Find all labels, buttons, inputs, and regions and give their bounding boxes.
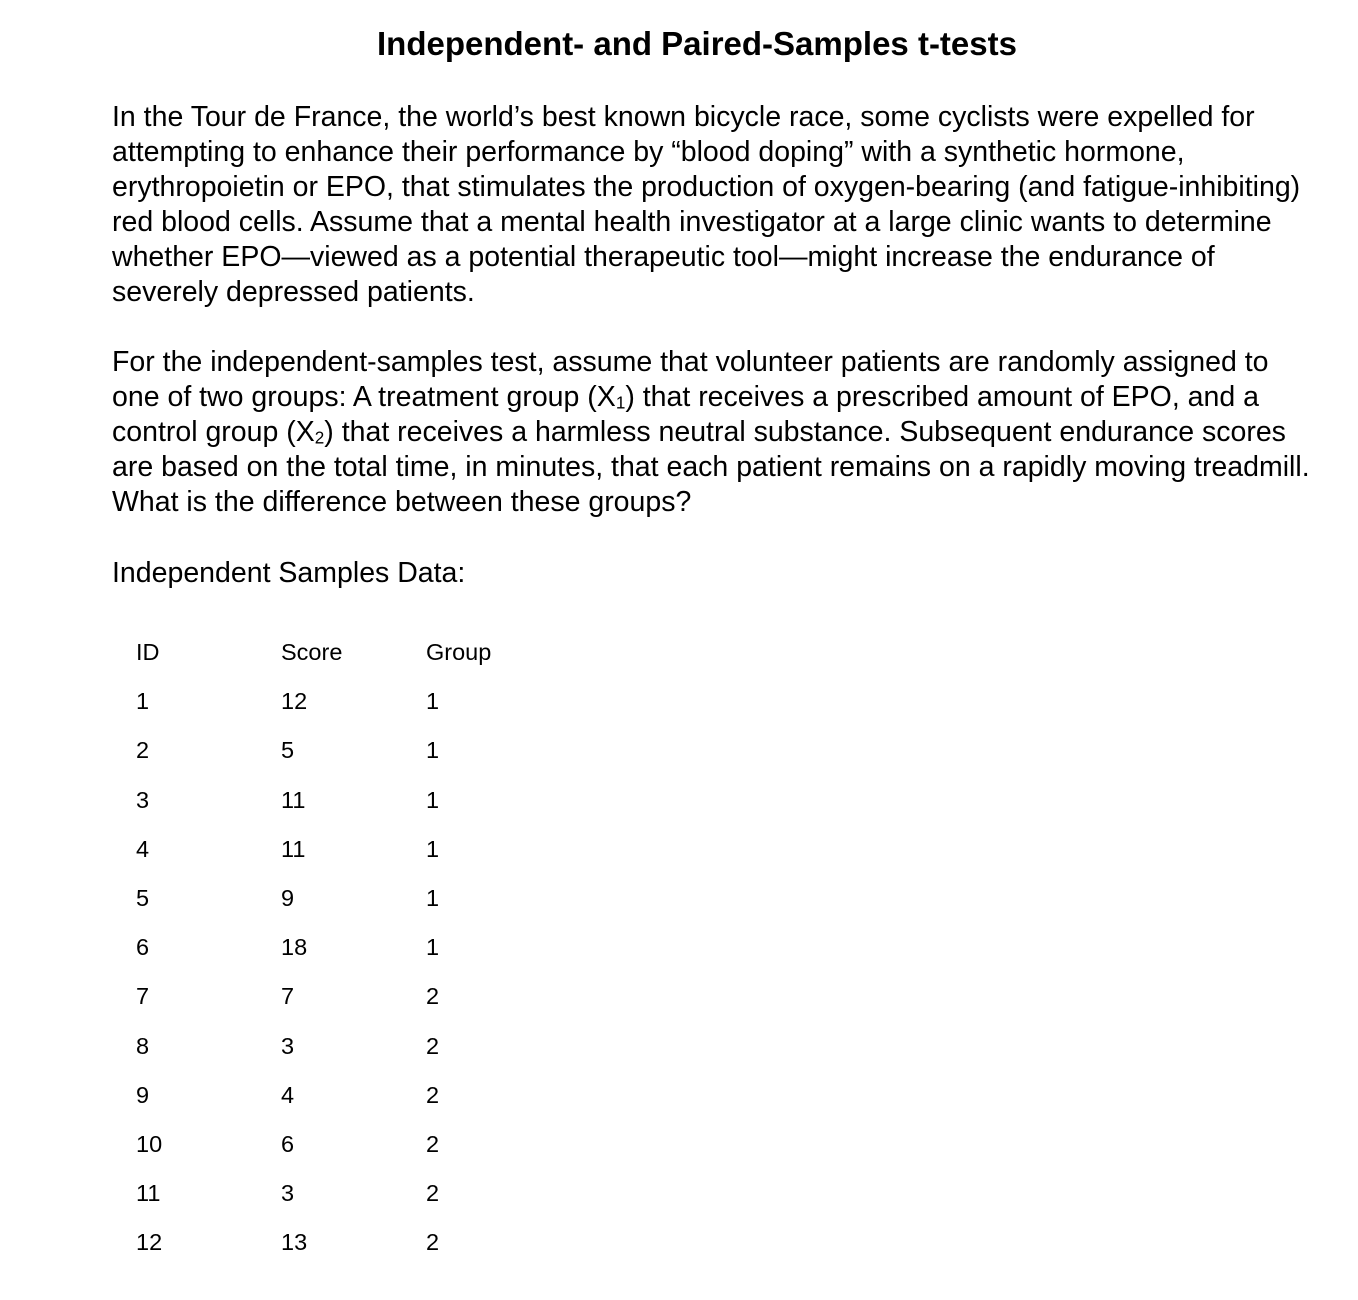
cell-id: 9	[136, 1081, 150, 1108]
cell-id: 7	[136, 983, 150, 1010]
cell-group: 1	[426, 835, 440, 862]
header-id: ID	[136, 639, 160, 665]
cell-id: 6	[136, 934, 150, 961]
cell-group: 2	[426, 1229, 440, 1256]
cell-group: 1	[426, 884, 440, 911]
cell-id: 2	[136, 737, 150, 764]
header-group: Group	[426, 639, 492, 665]
cell-id: 3	[136, 786, 150, 813]
cell-score: 9	[281, 884, 295, 911]
cell-group: 2	[426, 1081, 440, 1108]
design-text-part2: ) that receives a prescribed amount of EPO, and a control group (X	[112, 381, 1259, 448]
subscript-2: 2	[314, 428, 325, 448]
cell-group: 1	[426, 934, 440, 961]
cell-id: 4	[136, 835, 150, 862]
page-title: Independent- and Paired-Samples t-tests	[377, 25, 1017, 62]
cell-group: 2	[426, 1130, 440, 1157]
cell-score: 5	[281, 737, 295, 764]
cell-id: 10	[136, 1130, 163, 1157]
cell-id: 1	[136, 688, 150, 715]
design-text-part3: ) that receives a harmless neutral substance. Subsequent endurance scores are based on the total time, in minutes, that each patient remains on a rapidly moving treadmill. What is the difference between these groups?	[112, 416, 1310, 518]
section-label: Independent Samples Data:	[112, 557, 466, 589]
cell-id: 11	[136, 1180, 161, 1207]
cell-group: 1	[426, 786, 440, 813]
subscript-1: 1	[615, 393, 626, 413]
cell-score: 11	[281, 835, 306, 862]
cell-group: 2	[426, 1032, 440, 1059]
cell-score: 3	[281, 1180, 295, 1207]
header-score: Score	[281, 639, 343, 665]
design-text-part1: For the independent-samples test, assume that volunteer patients are randomly assigned to one of two groups: A treatment group (X	[112, 346, 1269, 413]
cell-score: 4	[281, 1081, 295, 1108]
cell-score: 12	[281, 688, 308, 715]
cell-score: 6	[281, 1130, 295, 1157]
cell-id: 12	[136, 1229, 163, 1256]
cell-score: 7	[281, 983, 295, 1010]
cell-group: 1	[426, 688, 440, 715]
cell-id: 5	[136, 884, 150, 911]
cell-score: 11	[281, 786, 306, 813]
cell-group: 1	[426, 737, 440, 764]
design-paragraph	[112, 345, 1312, 520]
cell-score: 18	[281, 934, 308, 961]
cell-group: 2	[426, 1180, 440, 1207]
cell-score: 13	[281, 1229, 308, 1256]
cell-group: 2	[426, 983, 440, 1010]
cell-id: 8	[136, 1032, 150, 1059]
cell-score: 3	[281, 1032, 295, 1059]
intro-paragraph: In the Tour de France, the world’s best known bicycle race, some cyclists were expelled for attempting to enhance their performance by “blood doping” with a synthetic hormone, erythropoietin or EPO, that stimulates the production of oxygen-bearing (and fatigue-inhibiting) red blood cells. Assume that a mental health investigator at a large clinic wants to determine whether EPO—viewed as a potential therapeutic tool—might increase the endurance of severely depressed patients.	[112, 101, 1301, 308]
